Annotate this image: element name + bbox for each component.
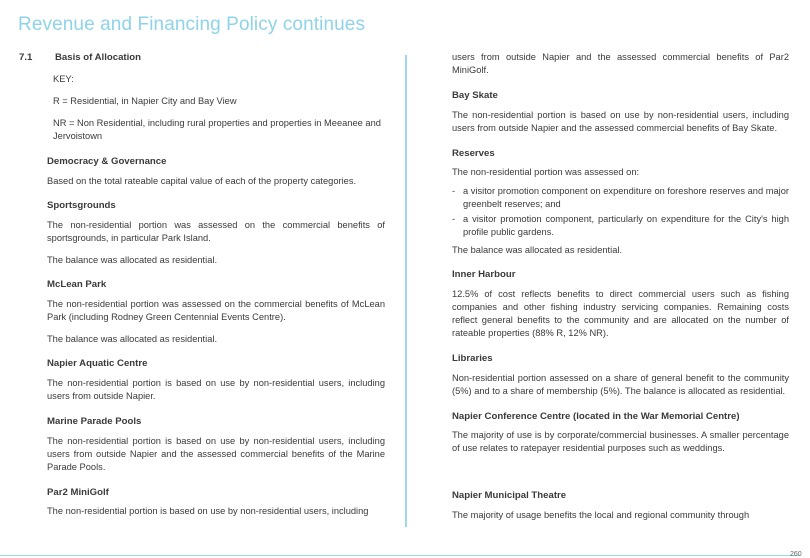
page-number: 260 — [790, 551, 802, 558]
bayskate-heading: Bay Skate — [452, 90, 498, 101]
key-residential: R = Residential, in Napier City and Bay View — [53, 96, 237, 106]
mclean-text: The non-residential portion was assessed on the commercial benefits of McLean Park (including Rodney Green Centennial Events Centre). — [47, 299, 385, 322]
libraries-heading: Libraries — [452, 353, 493, 364]
par2-continued-text: users from outside Napier and the assessed commercial benefits of Par2 MiniGolf. — [452, 52, 789, 75]
reserves-heading: Reserves — [452, 148, 495, 159]
key-non-residential: NR = Non Residential, including rural properties and properties in Meeanee and Jervoistown — [53, 118, 381, 141]
marine-heading: Marine Parade Pools — [47, 416, 142, 427]
reserves-bullet-list — [452, 185, 789, 241]
theatre-text: The majority of usage benefits the local and regional community through — [452, 510, 750, 520]
democracy-text: Based on the total rateable capital value of each of the property categories. — [47, 176, 357, 186]
footer-rule — [0, 555, 800, 556]
dash-bullet-icon: - — [452, 186, 456, 196]
aquatic-text: The non-residential portion is based on use by non-residential users, including users from outside Napier. — [47, 378, 385, 401]
section-number: 7.1 — [19, 52, 33, 63]
mclean-heading: McLean Park — [47, 279, 107, 290]
section-title: Basis of Allocation — [55, 52, 142, 63]
column-divider — [405, 55, 407, 527]
sportsgrounds-heading: Sportsgrounds — [47, 200, 116, 211]
sportsgrounds-balance: The balance was allocated as residential. — [47, 255, 218, 265]
harbour-heading: Inner Harbour — [452, 269, 516, 280]
list-item: - a visitor promotion component, particularly on expenditure for the City's high profile public gardens. — [452, 214, 789, 237]
mclean-balance: The balance was allocated as residential. — [47, 334, 218, 344]
harbour-text: 12.5% of cost reflects benefits to direct commercial users such as fishing companies and other fishing industry servicing companies. Remaining costs reflect general benefits to the community and are allocated on the number of rateable properties (88% R, 12% NR). — [452, 289, 789, 338]
par2-heading: Par2 MiniGolf — [47, 487, 109, 498]
dash-bullet-icon: - — [452, 214, 456, 224]
reserves-balance: The balance was allocated as residential. — [452, 245, 623, 255]
par2-text: The non-residential portion is based on use by non-residential users, including — [47, 506, 369, 516]
sportsgrounds-text: The non-residential portion was assessed on the commercial benefits of sportsgrounds, in particular Park Island. — [47, 220, 385, 243]
conference-text: The majority of use is by corporate/commercial businesses. A smaller percentage of use relates to ratepayer residential purposes such as weddings. — [452, 430, 789, 453]
key-label: KEY: — [53, 74, 74, 84]
democracy-heading: Democracy & Governance — [47, 156, 167, 167]
marine-text: The non-residential portion is based on use by non-residential users, including users from outside Napier and the assessed commercial benefits of the Marine Parade Pools. — [47, 436, 385, 472]
conference-heading: Napier Conference Centre (located in the War Memorial Centre) — [452, 411, 740, 422]
page-title: Revenue and Financing Policy continues — [18, 14, 366, 35]
reserves-intro: The non-residential portion was assessed on: — [452, 167, 640, 177]
aquatic-heading: Napier Aquatic Centre — [47, 358, 148, 369]
list-item: - a visitor promotion component on expenditure on foreshore reserves and major greenbelt reserves; and — [452, 186, 789, 209]
libraries-text: Non-residential portion assessed on a share of general benefit to the community (5%) and to a share of membership (5%). The balance is allocated as residential. — [452, 373, 789, 396]
theatre-heading: Napier Municipal Theatre — [452, 490, 567, 501]
bayskate-text: The non-residential portion is based on use by non-residential users, including users from outside Napier and the assessed commercial benefits of Bay Skate. — [452, 110, 789, 133]
